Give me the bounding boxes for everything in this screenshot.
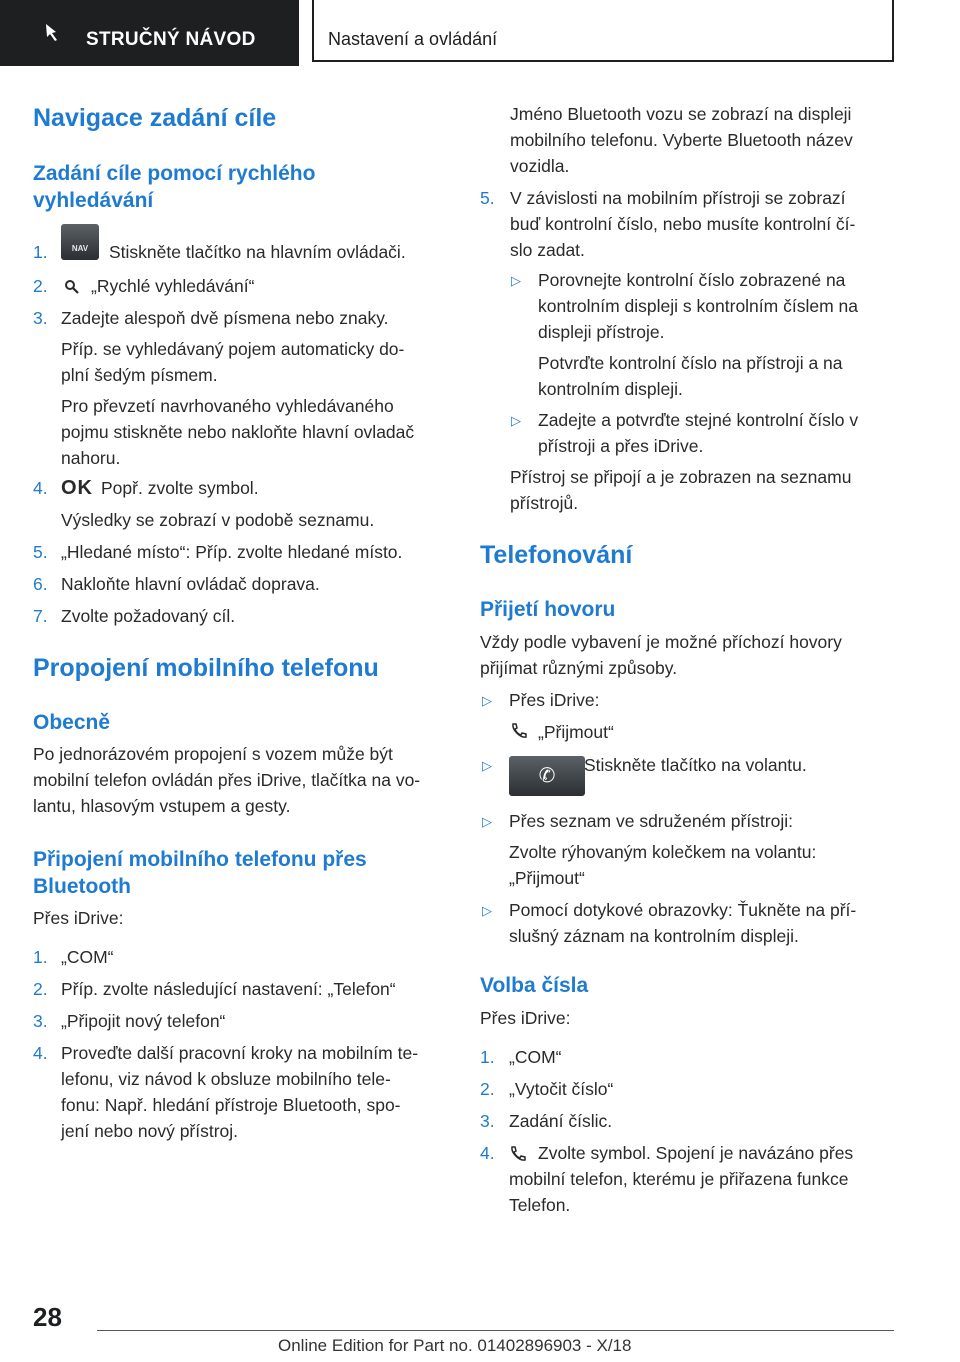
quick-guide-label: STRUČNÝ NÁVOD	[86, 29, 256, 50]
step-text: „Připojit nový telefon“	[61, 1011, 226, 1031]
bullet-triangle-icon: ▷	[482, 814, 492, 829]
bullet-text: Zadejte a potvrďte stejné kontrolní číslo v	[538, 410, 859, 430]
step-text: V závislosti na mobilním přístroji se zobrazí	[510, 188, 846, 208]
page-number: 28	[33, 1302, 62, 1332]
step-text: Příp. zvolte následující nastavení: „Telefon“	[61, 979, 396, 999]
step-number: 5.	[33, 542, 48, 562]
step-text: „Rychlé vyhledávání“	[91, 276, 255, 296]
telephoning-heading: Telefonování	[480, 541, 633, 569]
quick-guide-tab	[0, 0, 299, 66]
step-number: 4.	[33, 1043, 48, 1063]
step-text: Popř. zvolte symbol.	[101, 478, 259, 498]
step-number: 3.	[33, 308, 48, 328]
step-text: Zadejte alespoň dvě písmena nebo znaky.	[61, 308, 389, 328]
step-number: 1.	[480, 1047, 495, 1067]
step-text: Zvolte symbol. Spojení je navázáno přes	[538, 1143, 854, 1163]
bullet-text: Porovnejte kontrolní číslo zobrazené na	[538, 270, 846, 290]
note-text: pojmu stiskněte nebo nakloňte hlavní ovladač	[61, 422, 415, 442]
step-number: 3.	[33, 1011, 48, 1031]
bullet-text: Pomocí dotykové obrazovky: Ťukněte na pří-	[509, 900, 857, 920]
step-number: 1.	[33, 242, 48, 262]
nav-button-image: NAV	[61, 224, 99, 260]
paragraph-text: Přes iDrive:	[480, 1008, 571, 1028]
step-text: mobilní telefon, kterému je přiřazena funkce	[509, 1169, 849, 1189]
step-text: „COM“	[509, 1047, 562, 1067]
paragraph-text: vozidla.	[510, 156, 570, 176]
paragraph-text: přístrojů.	[510, 493, 579, 513]
accept-call-heading: Přijetí hovoru	[480, 598, 616, 621]
bullet-sub-text: Zvolte rýhovaným kolečkem na volantu:	[509, 842, 817, 862]
bullet-triangle-icon: ▷	[511, 273, 521, 288]
step-text: buď kontrolní číslo, nebo musíte kontrolní čí-	[510, 214, 856, 234]
paragraph-text: Vždy podle vybavení je možné příchozí hovory	[480, 632, 842, 652]
step-text: „Vytočit číslo“	[509, 1079, 614, 1099]
step-text: lefonu, viz návod k obsluze mobilního tele-	[61, 1069, 391, 1089]
note-text: nahoru.	[61, 448, 121, 468]
step-text: jení nebo nový přístroj.	[61, 1121, 239, 1141]
bullet-triangle-icon: ▷	[511, 413, 521, 428]
phone-handset-icon	[509, 1145, 527, 1163]
step-number: 2.	[33, 276, 48, 296]
bullet-sub-text: „Přijmout“	[538, 722, 614, 742]
bullet-triangle-icon: ▷	[482, 758, 492, 773]
paragraph-text: lantu, hlasovým vstupem a gesty.	[33, 796, 291, 816]
step-text: fonu: Např. hledání přístroje Bluetooth, spo-	[61, 1095, 401, 1115]
bullet-text: Přes seznam ve sdruženém přístroji:	[509, 811, 793, 831]
step-text: Stiskněte tlačítko na hlavním ovládači.	[109, 242, 406, 262]
dial-number-heading: Volba čísla	[480, 974, 589, 997]
step-number: 2.	[480, 1079, 495, 1099]
note-text: Výsledky se zobrazí v podobě seznamu.	[61, 510, 375, 530]
bullet-text: Stiskněte tlačítko na volantu.	[584, 755, 807, 775]
footer-edition: Online Edition for Part no. 01402896903 - X/18	[278, 1336, 632, 1355]
step-text: Zadání číslic.	[509, 1111, 613, 1131]
step-number: 5.	[480, 188, 495, 208]
paragraph-text: mobilní telefon ovládán přes iDrive, tlačítka na vo-	[33, 770, 421, 790]
navigation-heading: Navigace zadání cíle	[33, 104, 277, 132]
section-header	[312, 0, 894, 62]
bullet-text: slušný záznam na kontrolním displeji.	[509, 926, 799, 946]
step-number: 7.	[33, 606, 48, 626]
paragraph-text: Po jednorázovém propojení s vozem může být	[33, 744, 393, 764]
phone-connection-heading: Propojení mobilního telefonu	[33, 654, 379, 682]
step-number: 4.	[480, 1143, 495, 1163]
section-title: Nastavení a ovládání	[328, 29, 498, 49]
paragraph-text: mobilního telefonu. Vyberte Bluetooth název	[510, 130, 853, 150]
step-text: Zvolte požadovaný cíl.	[61, 606, 236, 626]
step-text: „Hledané místo“: Příp. zvolte hledané místo.	[61, 542, 403, 562]
step-text: „COM“	[61, 947, 114, 967]
step-text: Proveďte další pracovní kroky na mobilním te-	[61, 1043, 419, 1063]
note-text: Pro převzetí navrhovaného vyhledávaného	[61, 396, 394, 416]
phone-handset-icon	[510, 722, 528, 740]
pointer-icon	[44, 22, 66, 42]
bullet-note: Potvrďte kontrolní číslo na přístroji a na	[538, 353, 843, 373]
ok-symbol-icon: OK	[61, 477, 93, 499]
step-number: 4.	[33, 478, 48, 498]
footer-divider	[97, 1330, 894, 1331]
bullet-text: displeji přístroje.	[538, 322, 665, 342]
general-heading: Obecně	[33, 711, 111, 734]
paragraph-text: Přes iDrive:	[33, 908, 124, 928]
bullet-sub-text: „Přijmout“	[509, 868, 585, 888]
note-text: Příp. se vyhledávaný pojem automaticky do-	[61, 339, 405, 359]
step-text: Telefon.	[509, 1195, 571, 1215]
bluetooth-heading: Připojení mobilního telefonu přes	[33, 848, 367, 871]
step-number: 2.	[33, 979, 48, 999]
note-text: plní šedým písmem.	[61, 365, 218, 385]
step-text: slo zadat.	[510, 240, 585, 260]
steering-wheel-phone-button-image: ✆	[509, 756, 585, 796]
step-number: 3.	[480, 1111, 495, 1131]
search-icon	[64, 279, 80, 295]
paragraph-text: přijímat různými způsoby.	[480, 658, 678, 678]
bullet-text: kontrolním displeji s kontrolním číslem na	[538, 296, 858, 316]
paragraph-text: Přístroj se připojí a je zobrazen na seznamu	[510, 467, 852, 487]
step-text: Nakloňte hlavní ovládač doprava.	[61, 574, 320, 594]
step-number: 6.	[33, 574, 48, 594]
quick-search-heading: Zadání cíle pomocí rychlého vyhledávání	[33, 162, 316, 212]
bullet-triangle-icon: ▷	[482, 903, 492, 918]
step-number: 1.	[33, 947, 48, 967]
paragraph-text: Jméno Bluetooth vozu se zobrazí na displeji	[510, 104, 852, 124]
bluetooth-heading-line2: Bluetooth	[33, 875, 131, 898]
bullet-note: kontrolním displeji.	[538, 379, 683, 399]
bullet-text: Přes iDrive:	[509, 690, 600, 710]
bullet-text: přístroji a přes iDrive.	[538, 436, 704, 456]
bullet-triangle-icon: ▷	[482, 693, 492, 708]
